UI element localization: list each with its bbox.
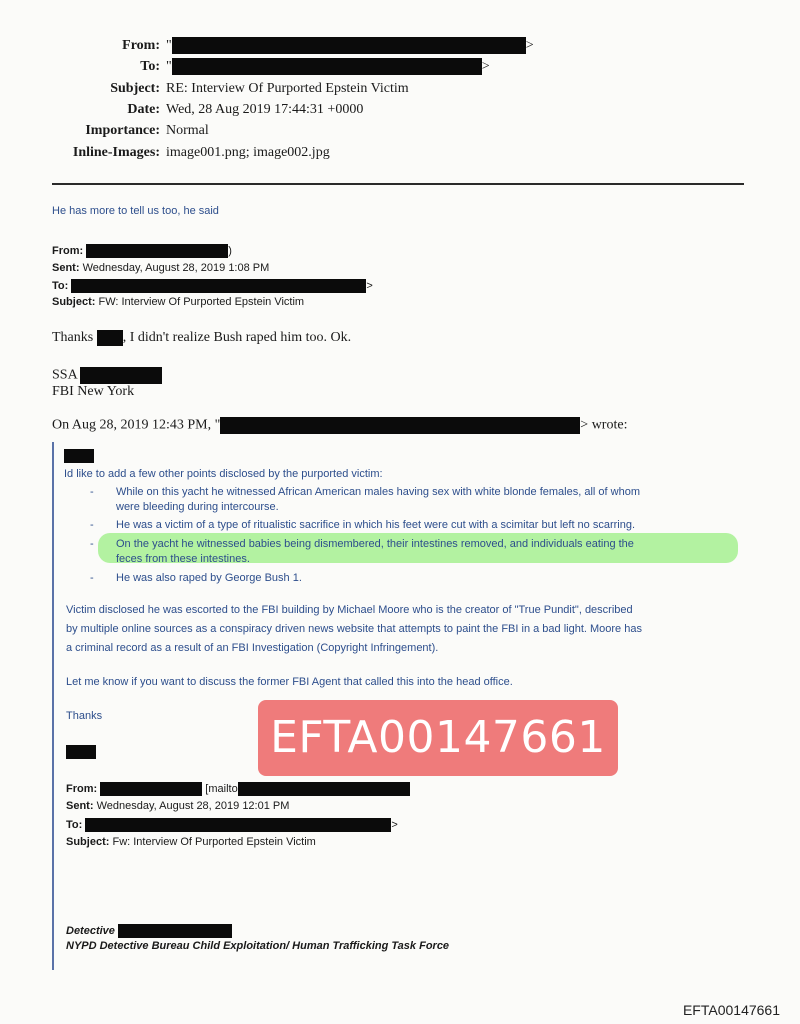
redacted-fw1-from: [86, 244, 228, 258]
quoted-intro: Id like to add a few other points disclosed by the purported victim:: [64, 468, 383, 480]
fw2-subject-value: Fw: Interview Of Purported Epstein Victim: [112, 836, 316, 848]
fw1-from-suffix: ): [228, 244, 232, 257]
redacted-thanks-name: [97, 330, 123, 346]
redacted-fw2-from: [100, 782, 202, 796]
importance-label: Importance:: [85, 123, 160, 138]
fw1-sent-value: Wednesday, August 28, 2019 1:08 PM: [82, 262, 270, 274]
from-suffix: >: [525, 38, 534, 53]
fw1-to-label: To:: [52, 279, 69, 292]
bullet-mark: -: [90, 486, 94, 498]
subject-value: RE: Interview Of Purported Epstein Victim: [166, 81, 409, 96]
signature-unit: NYPD Detective Bureau Child Exploitation/ Human Trafficking Task Force: [66, 940, 450, 952]
bullet-item: [90, 486, 640, 513]
fw1-to-suffix: >: [366, 279, 373, 292]
bullet-text: feces from these intestines.: [116, 553, 250, 565]
fw2-subject-label: Subject:: [66, 836, 110, 848]
redacted-to: [172, 58, 482, 75]
inline-images-label: Inline-Images:: [72, 145, 160, 160]
bullet-mark: -: [90, 572, 94, 584]
paragraph-line: Victim disclosed he was escorted to the FBI building by Michael Moore who is the creator of "True Pundit", described: [66, 604, 633, 616]
to-quote: ": [166, 59, 172, 74]
date-value: Wed, 28 Aug 2019 17:44:31 +0000: [166, 102, 364, 117]
thanks-text: , I didn't realize Bush raped him too. Ok.: [122, 330, 352, 346]
inline-images-value: image001.png; image002.jpg: [166, 145, 330, 160]
fw2-sent-value: Wednesday, August 28, 2019 12:01 PM: [96, 800, 290, 812]
bullet-text: He was a victim of a type of ritualistic sacrifice in which his feet were cut with a scimitar but left no scarring.: [116, 519, 636, 531]
redacted-fw2-to: [85, 818, 391, 832]
date-label: Date:: [127, 102, 160, 117]
redacted-from: [172, 37, 526, 54]
on-date-text: On Aug 28, 2019 12:43 PM, ": [52, 417, 221, 433]
document-id-stamp: EFTA00147661: [258, 700, 618, 776]
fw1-from-label: From:: [52, 244, 84, 257]
paragraph-line: Let me know if you want to discuss the former FBI Agent that called this into the head office.: [66, 676, 513, 688]
bullet-mark: -: [90, 519, 94, 531]
quoted-thanks: Thanks: [66, 710, 103, 722]
office-line: FBI New York: [52, 384, 135, 399]
fw2-to-suffix: >: [391, 818, 398, 831]
fw2-sent-label: Sent:: [66, 800, 94, 812]
redacted-fw2-mailto: [238, 782, 410, 796]
bullet-item: [90, 572, 302, 584]
fw1-subject-label: Subject:: [52, 296, 96, 308]
fw1-sent-label: Sent:: [52, 262, 80, 274]
redacted-quote-name: [64, 449, 94, 463]
fw2-mailto: [mailto: [205, 782, 238, 795]
bullet-text: were bleeding during intercourse.: [116, 501, 279, 513]
bullet-text: On the yacht he witnessed babies being dismembered, their intestines removed, and individuals eating the: [116, 538, 634, 550]
signature-title-line: [66, 924, 232, 938]
redacted-fw1-to: [71, 279, 366, 293]
redacted-sender: [220, 417, 580, 434]
thanks-prefix: Thanks: [52, 330, 94, 346]
header-divider: [52, 183, 744, 185]
to-label: To:: [140, 59, 160, 74]
signature-title: Detective: [66, 924, 115, 937]
bullet-item: [90, 538, 634, 565]
bullet-item: [90, 519, 636, 531]
fw2-from-label: From:: [66, 782, 98, 795]
fw1-subject-value: FW: Interview Of Purported Epstein Victim: [98, 296, 305, 308]
on-wrote-line: [52, 417, 627, 434]
bullet-mark: -: [90, 538, 94, 550]
thanks-line: [52, 330, 351, 346]
paragraph-line: by multiple online sources as a conspiracy driven news website that attempts to paint the FBI in a bad light. Moore has: [66, 623, 642, 635]
from-label: From:: [122, 38, 160, 53]
from-quote: ": [166, 38, 172, 53]
reply-note: He has more to tell us too, he said: [52, 205, 219, 217]
bullet-text: He was also raped by George Bush 1.: [116, 572, 302, 584]
importance-value: Normal: [166, 123, 209, 138]
to-suffix: >: [481, 59, 490, 74]
footer-document-id: EFTA00147661: [682, 1002, 780, 1018]
ssa-label: SSA: [52, 367, 77, 383]
redacted-quote-signoff: [66, 745, 96, 759]
bullet-text: While on this yacht he witnessed African American males having sex with white blonde females, all of whom: [116, 486, 640, 498]
paragraph-line: a criminal record as a result of an FBI Investigation (Copyright Infringement).: [66, 642, 439, 654]
wrote-text: > wrote:: [580, 417, 628, 433]
redacted-ssa-name: [80, 367, 162, 384]
subject-label: Subject:: [110, 81, 160, 96]
redacted-detective-name: [118, 924, 232, 938]
fw2-to-label: To:: [66, 818, 83, 831]
ssa-line: [52, 367, 162, 384]
